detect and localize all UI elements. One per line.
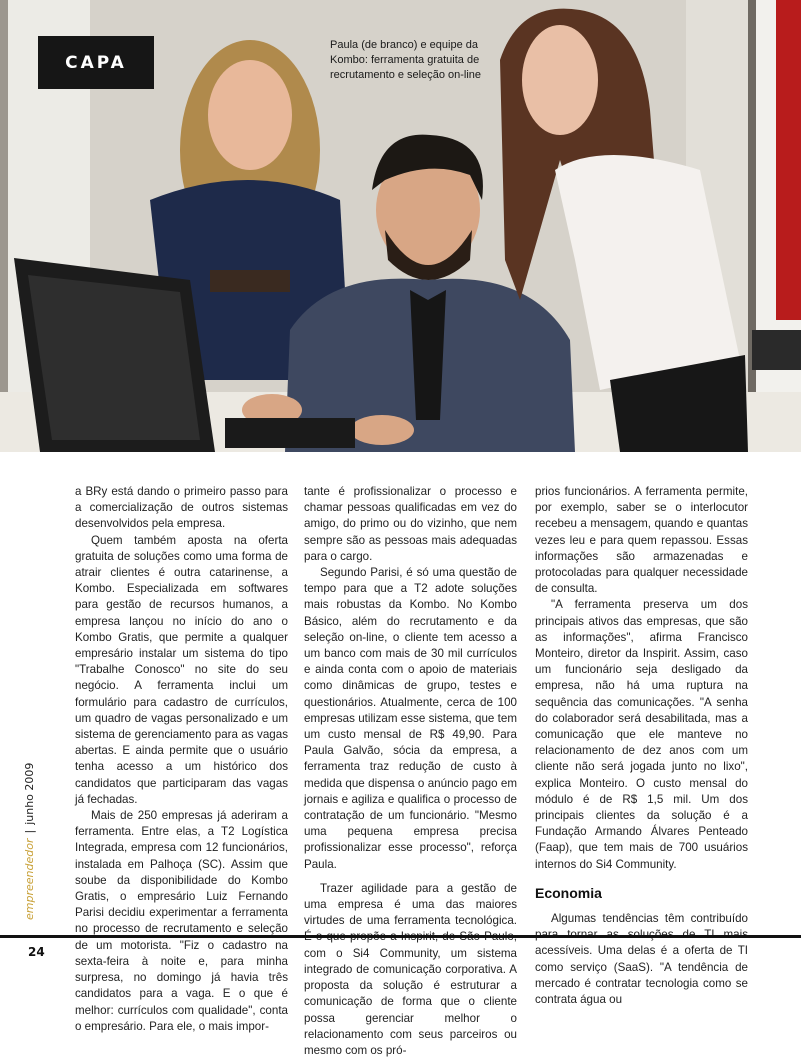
subheading: Economia: [535, 884, 602, 901]
footer-rule: [0, 935, 801, 938]
paragraph: Quem também aposta na oferta gratuita de soluções como uma forma de atrair clientes é outra catarinense, a Kombo. Especializada em softwares para gestão de recursos humanos, a empresa lançou no início do ano o Kombo Gratis, que permite a qualquer empresário instalar um sistema do tipo "Trabalhe Conosco" no site do seu negócio. A ferramenta inclui um formulário para cadastro de currículos, um quadro de vagas personalizado e um sistema de gerenciamento para as vagas abertas. E ainda permite que o usuário tenha acesso a um histórico dos candidatos que participaram das vagas já fechadas.: [75, 533, 288, 806]
paragraph: Trazer agilidade para a gestão de uma empresa é uma das maiores virtudes de uma ferramenta tecnológica. com o Si4 Community, um sistema integrado de comunicação corporativa. A proposta da solução é estruturar a comunicação de forma que o cliente possa gerenciar melhor o relacionamento com seus parceiros ou mesmo com os pró-: [304, 881, 517, 1057]
article-column-3: [535, 484, 748, 1008]
paragraph: tante é profissionalizar o processo e chamar pessoas qualificadas em vez do amigo, do primo ou do vizinho, que nem sempre são as pessoas mais adequadas para o cargo.: [304, 485, 517, 563]
photo-caption: Paula (de branco) e equipe da Kombo: ferramenta gratuita de recrutamento e seleção on-line: [330, 39, 482, 81]
paragraph: prios funcionários. A ferramenta permite, por exemplo, saber se o interlocutor recebeu a mensagem, quando e quantas vezes leu e para quem repassou. Essas informações são armazenadas e protocoladas para qualquer necessidade de consulta.: [535, 485, 748, 596]
paragraph: Mais de 250 empresas já aderiram a ferramenta. Entre elas, a T2 Logística Integrada, empresa com 12 funcionários, instalada em Palhoça (SC). Assim que soube da disponibilidade do Kombo Gratis, o empresário Luiz Fernando Parisi decidiu experimentar a ferramenta no processo de recrutamento e seleção de um motorista. "Fiz o cadastro na sexta-feira à noite e, para minha surpresa, no domingo já havia três candidatos para a vaga. E o que é melhor: currículos com qualidade", conta o empresário. Para ele, o mais impor-: [75, 809, 288, 1033]
running-head: [23, 763, 36, 920]
page-number: 24: [28, 945, 45, 959]
paragraph: "A ferramenta preserva um dos principais ativos das empresas, que são as informações", afirma Francisco Monteiro, diretor da Inspirit. Assim, caso um funcionário seja desligado da empresa, não há uma ruptura na sequência das comunicações. "A senha do colaborador será desabilitada, mas a comunicação que ele manteve no relacionamento de dez anos com um cliente não será jogada junto no lixo", explica Monteiro. O custo mensal do módulo é de R$ 1,5 mil. Um dos principais clientes da solução é a Fundação Armando Álvares Penteado (Faap), que tem mais de 700 usuários internos do Si4 Community.: [535, 598, 748, 871]
article-column-1: [75, 484, 288, 1035]
paragraph: Segundo Parisi, é só uma questão de tempo para que a T2 adote soluções mais robustas da Kombo. No Kombo Básico, além do recrutamento e da seleção on-line, o cliente tem acesso a um banco com mais de 30 mil currículos e ainda conta com o apoio de materiais como dinâmicas de grupo, testes e questionários. Atualmente, cerca de 100 empresas utilizam esse sistema, que tem um custo mensal de R$ 49,90. Para Paula Galvão, sócia da empresa, a ferramenta traz redução de custo à medida que dispensa o anúncio pago em jornais e agiliza e qualifica o processo de contratação de um funcionário. "Mesmo uma pequena empresa precisa profissionalizar esse processo", reforça Paula.: [304, 566, 517, 871]
issue-date: junho 2009: [23, 762, 36, 825]
cover-photo: [0, 0, 801, 452]
magazine-name: empreendedor: [23, 838, 36, 920]
separator: |: [23, 829, 36, 834]
section-label: CAPA: [38, 36, 154, 89]
paragraph: Algumas tendências têm contribuído acessíveis. Uma delas é a oferta de TI como serviço (SaaS). "A tendência de mercado é contratar tecnologia como se contrata água ou: [535, 912, 748, 1007]
article-column-2: [304, 484, 517, 1059]
paragraph: a BRy está dando o primeiro passo para a comercialização de outros sistemas desenvolvidos pela empresa.: [75, 485, 288, 531]
